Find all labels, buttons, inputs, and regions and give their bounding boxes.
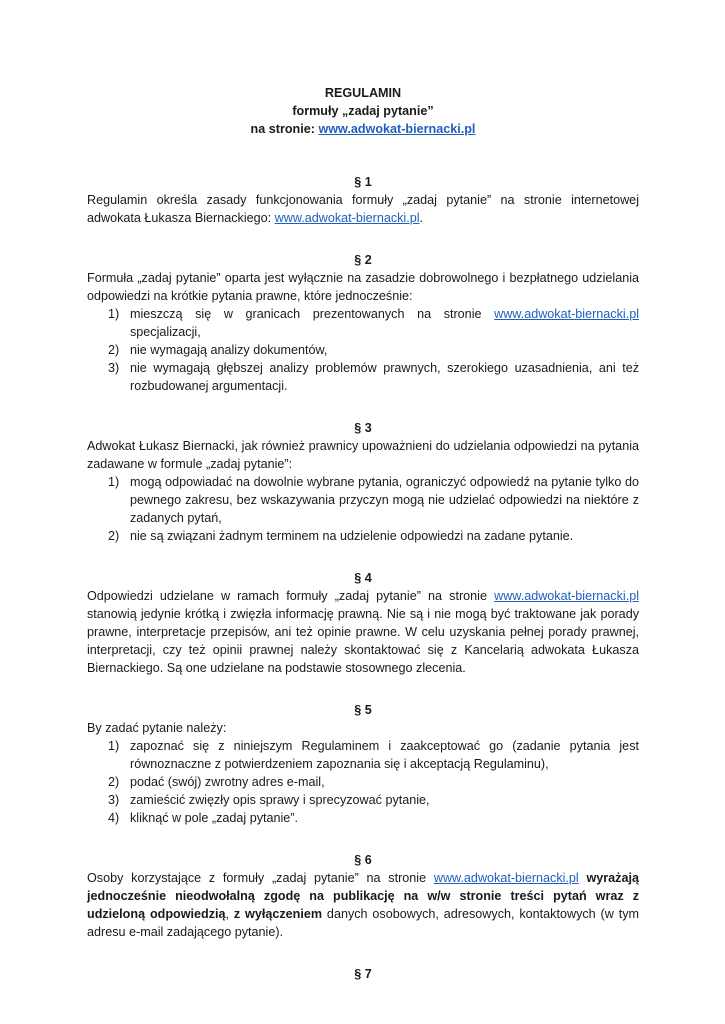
section-4-text <box>87 587 639 677</box>
list-item <box>87 737 639 773</box>
section-4-heading: § 4 <box>354 571 372 585</box>
list-number: 3) <box>108 793 120 807</box>
section-4-text-b: stanowią jedynie krótką i zwięzła informację prawną. Nie są i nie mogą być traktowane jak porady prawne, interpretacje przepisów, ani też opinie prawne. W celu uzyskania pełnej porady prawnej, interpretacji, czy też opinii prawnej należy skontaktować się z Kancelarią adwokata Łukasza Biernackiego. Są one udzielane na podstawie stosownego zlecenia. <box>87 607 639 675</box>
list-item <box>87 359 639 395</box>
section-2-heading: § 2 <box>354 253 372 267</box>
list-number: 2) <box>108 343 120 357</box>
document-title: REGULAMIN <box>324 86 402 100</box>
list-text: specjalizacji, <box>130 325 201 339</box>
section-2 <box>87 251 639 395</box>
section-4 <box>87 569 639 677</box>
section-2-link[interactable]: www.adwokat-biernacki.pl <box>494 307 639 321</box>
section-7-heading: § 7 <box>354 967 372 981</box>
section-6-heading: § 6 <box>354 853 372 867</box>
section-4-text-a: Odpowiedzi udzielane w ramach formuły „zadaj pytanie” na stronie <box>87 589 495 603</box>
section-7 <box>87 965 639 983</box>
list-text: zamieścić zwięzły opis sprawy i sprecyzować pytanie, <box>130 793 430 807</box>
list-number: 2) <box>108 775 120 789</box>
list-text: mieszczą się w granicach prezentowanych na stronie <box>130 307 495 321</box>
section-1-text <box>87 191 639 227</box>
section-3-heading: § 3 <box>354 421 372 435</box>
section-6-bold-a: wyrażają jednocześnie nieodwołalną zgodę na publikację na w/w stronie treści pytań wraz z udzieloną odpowiedzią <box>87 871 639 921</box>
list-item <box>87 341 639 359</box>
section-6-text-b: , <box>225 907 234 921</box>
site-link[interactable]: www.adwokat-biernacki.pl <box>318 122 476 136</box>
list-number: 1) <box>108 739 120 753</box>
section-1-text-b: . <box>419 211 424 225</box>
list-item <box>87 791 639 809</box>
list-text: kliknąć w pole „zadaj pytanie”. <box>130 811 298 825</box>
section-5-heading: § 5 <box>354 703 372 717</box>
list-text: mogą odpowiadać na dowolnie wybrane pytania, ograniczyć odpowiedź na pytanie tylko do pewnego zakresu, bez wskazywania przyczyn mogą nie udzielać odpowiedzi na niektóre z zadanych pytań, <box>130 475 639 525</box>
section-4-link[interactable]: www.adwokat-biernacki.pl <box>494 589 639 603</box>
list-item <box>87 305 639 341</box>
list-item <box>87 473 639 527</box>
section-5-list <box>87 737 639 827</box>
section-6-link[interactable]: www.adwokat-biernacki.pl <box>433 871 579 885</box>
list-number: 2) <box>108 529 120 543</box>
section-1-heading: § 1 <box>354 175 372 189</box>
section-6-text-a: Osoby korzystające z formuły „zadaj pytanie” na stronie <box>87 871 434 885</box>
list-item <box>87 773 639 791</box>
list-number: 4) <box>108 811 120 825</box>
list-item <box>87 527 639 545</box>
list-text: nie wymagają analizy dokumentów, <box>130 343 328 357</box>
list-text: nie wymagają głębszej analizy problemów prawnych, szerokiego uzasadnienia, ani też rozbudowanej argumentacji. <box>130 361 639 393</box>
section-6-bold-b: z wyłączeniem <box>233 907 323 921</box>
list-number: 1) <box>108 475 120 489</box>
document-page <box>87 84 639 983</box>
document-header <box>87 84 639 138</box>
section-2-intro: Formuła „zadaj pytanie” oparta jest wyłącznie na zasadzie dobrowolnego i bezpłatnego udzielania odpowiedzi na krótkie pytania prawne, które jednocześnie: <box>87 271 639 303</box>
list-text: zapoznać się z niniejszym Regulaminem i zaakceptować go (zadanie pytania jest równoznaczne z potwierdzeniem zapoznania się i akceptacją Regulaminu), <box>130 739 639 771</box>
section-1-link[interactable]: www.adwokat-biernacki.pl <box>274 211 420 225</box>
list-item <box>87 809 639 827</box>
section-3-intro: Adwokat Łukasz Biernacki, jak również prawnicy upoważnieni do udzielania odpowiedzi na pytania zadawane w formule „zadaj pytanie”: <box>87 439 639 471</box>
document-site-line <box>87 120 639 138</box>
section-1 <box>87 173 639 227</box>
section-3-list <box>87 473 639 545</box>
section-6-text <box>87 869 639 941</box>
section-3 <box>87 419 639 545</box>
list-text: podać (swój) zwrotny adres e-mail, <box>130 775 325 789</box>
section-5-intro: By zadać pytanie należy: <box>87 721 227 735</box>
list-number: 3) <box>108 361 120 375</box>
section-1-text-a: Regulamin określa zasady funkcjonowania formuły „zadaj pytanie” na stronie internetowej adwokata Łukasza Biernackiego: <box>87 193 639 225</box>
section-2-list <box>87 305 639 395</box>
site-prefix: na stronie: <box>250 122 319 136</box>
list-number: 1) <box>108 307 120 321</box>
section-5 <box>87 701 639 827</box>
section-6 <box>87 851 639 941</box>
section-6-text-c: danych osobowych, adresowych, kontaktowych (w tym adresu e-mail zadającego pytanie). <box>87 907 639 939</box>
list-text: nie są związani żadnym terminem na udzielenie odpowiedzi na zadane pytanie. <box>130 529 574 543</box>
document-subtitle: formuły „zadaj pytanie” <box>292 104 434 118</box>
